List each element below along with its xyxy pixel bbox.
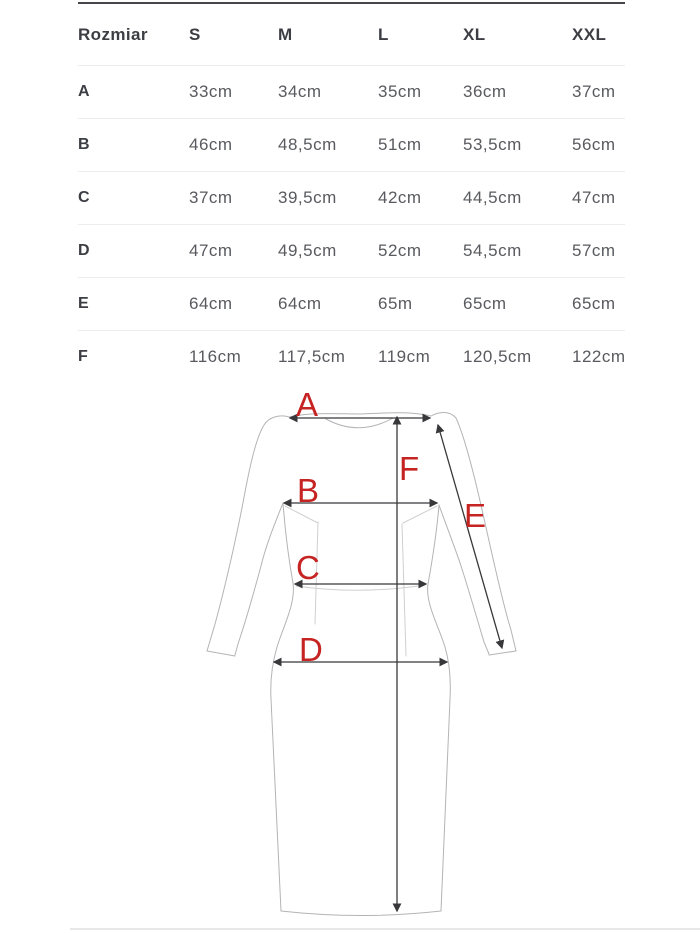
column-header-xxl: XXL [572,24,607,44]
size-value-cell: 54,5cm [463,241,522,260]
table-row-e [78,278,625,331]
size-value-cell: 56cm [572,135,616,154]
size-value-cell: 53,5cm [463,135,522,154]
size-value-cell: 64cm [189,294,233,313]
size-value-cell: 116cm [189,347,242,366]
measure-label-d: D [299,631,323,668]
dress-diagram-svg [0,373,700,933]
dress-outline [207,412,516,915]
size-value-cell: 39,5cm [278,188,337,207]
column-header-rozmiar: Rozmiar [78,24,148,44]
size-value-cell: 49,5cm [278,241,337,260]
size-value-cell: 37cm [189,188,233,207]
size-value-cell: 65m [378,294,413,313]
table-row-c [78,172,625,225]
size-value-cell: 48,5cm [278,135,337,154]
size-value-cell: 52cm [378,241,422,260]
column-header-l: L [378,24,389,44]
size-table [78,2,625,383]
row-label: B [78,136,90,153]
measure-e-arrow [438,425,502,648]
column-header-m: M [278,24,293,44]
size-value-cell: 119cm [378,347,431,366]
row-label: F [78,348,89,365]
table-row-a [78,66,625,119]
size-value-cell: 35cm [378,82,422,101]
size-value-cell: 65cm [463,294,507,313]
size-value-cell: 117,5cm [278,347,346,366]
dress-measurement-diagram [0,373,700,933]
measure-label-a: A [296,386,319,423]
measure-label-f: F [399,450,420,487]
size-value-cell: 64cm [278,294,322,313]
measure-label-e: E [464,497,487,534]
row-label: E [78,295,89,312]
size-value-cell: 57cm [572,241,616,260]
row-label: A [78,83,90,100]
row-label: D [78,242,90,259]
size-value-cell: 122cm [572,347,626,366]
size-table-header-row [78,4,625,66]
row-label: C [78,189,90,206]
size-value-cell: 34cm [278,82,322,101]
size-value-cell: 44,5cm [463,188,522,207]
size-value-cell: 42cm [378,188,422,207]
size-value-cell: 47cm [572,188,616,207]
size-value-cell: 46cm [189,135,233,154]
column-header-s: S [189,24,201,44]
table-row-b [78,119,625,172]
measure-label-b: B [297,472,320,509]
size-value-cell: 36cm [463,82,507,101]
table-row-d [78,225,625,278]
size-value-cell: 47cm [189,241,233,260]
size-value-cell: 51cm [378,135,422,154]
column-header-xl: XL [463,24,486,44]
size-value-cell: 120,5cm [463,347,532,366]
size-value-cell: 65cm [572,294,616,313]
measure-label-c: C [296,549,320,586]
size-value-cell: 33cm [189,82,233,101]
size-value-cell: 37cm [572,82,616,101]
